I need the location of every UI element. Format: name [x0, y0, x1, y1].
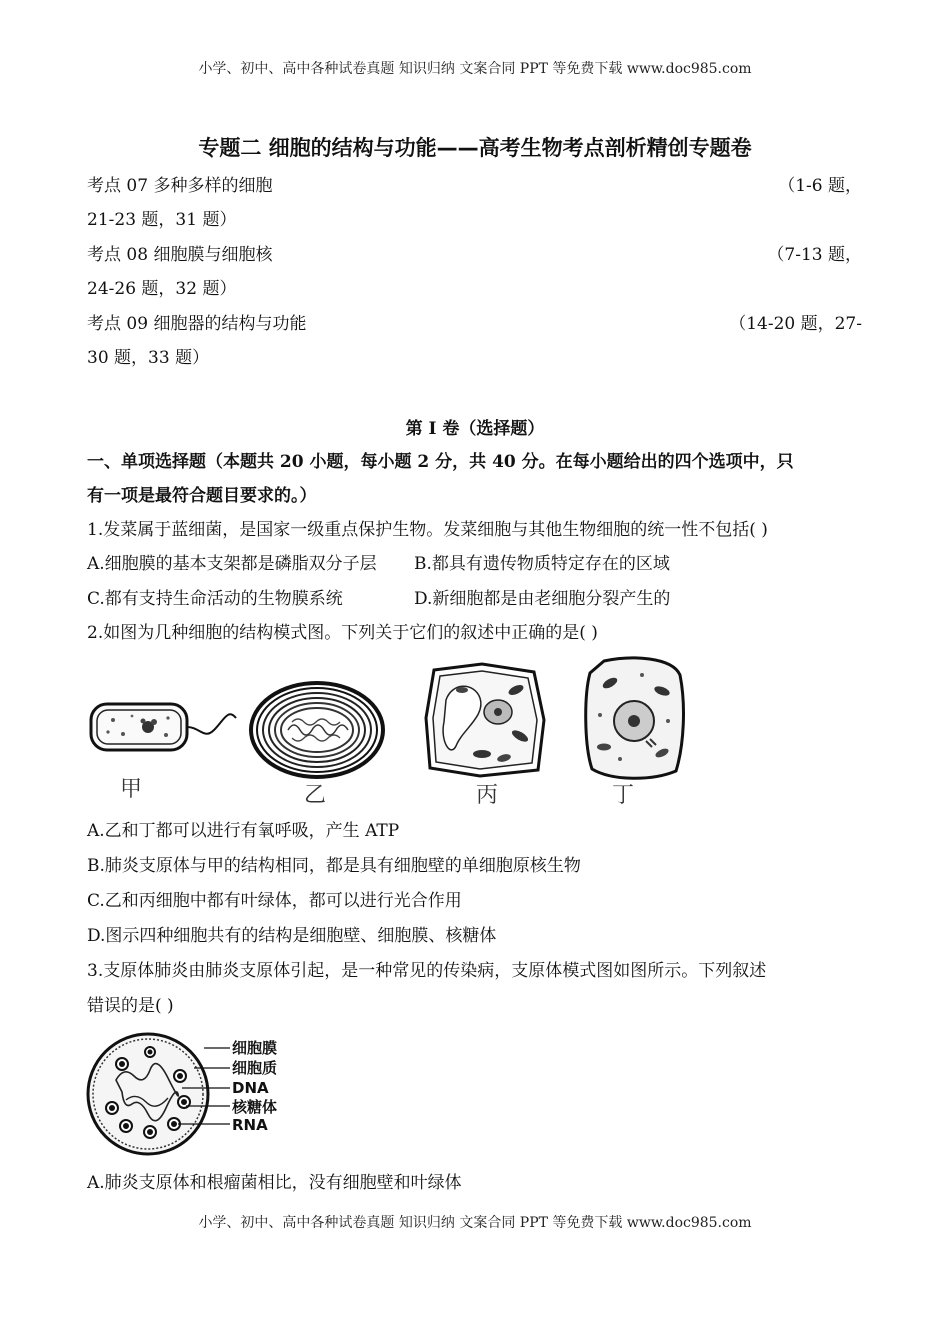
q1-option-c: C.都有支持生命活动的生物膜系统 — [87, 589, 343, 609]
instructions-line2: 有一项是最符合题目要求的。） — [87, 486, 317, 506]
q1-option-d: D.新细胞都是由老细胞分裂产生的 — [414, 589, 671, 609]
q1-option-b: B.都具有遗传物质特定存在的区域 — [414, 554, 670, 574]
q2-option-c: C.乙和丙细胞中都有叶绿体，都可以进行光合作用 — [87, 891, 462, 911]
q2-option-d: D.图示四种细胞共有的结构是细胞壁、细胞膜、核糖体 — [87, 926, 497, 946]
cell-jia-caption: 甲 — [120, 777, 143, 802]
kaodian-09-label: 考点 09 细胞器的结构与功能 — [87, 314, 307, 334]
q2-stem: 2.如图为几种细胞的结构模式图。下列关于它们的叙述中正确的是( ) — [87, 623, 598, 643]
kaodian-07-range-b: 21-23 题，31 题） — [87, 210, 237, 230]
q1-stem: 1.发菜属于蓝细菌，是国家一级重点保护生物。发菜细胞与其他生物细胞的统一性不包括( ) — [87, 520, 768, 540]
q3-option-a: A.肺炎支原体和根瘤菌相比，没有细胞壁和叶绿体 — [87, 1173, 462, 1193]
cell-yi-caption: 乙 — [304, 783, 327, 808]
kaodian-09-range-a: （14-20 题，27- — [729, 314, 862, 334]
kaodian-07-range-a: （1-6 题， — [778, 176, 862, 196]
page-footer: 小学、初中、高中各种试卷真题 知识归纳 文案合同 PPT 等免费下载 www.doc985.com — [198, 1215, 752, 1231]
q2-option-b: B.肺炎支原体与甲的结构相同，都是具有细胞壁的单细胞原核生物 — [87, 856, 581, 876]
cell-ding-figure — [582, 655, 686, 783]
section-title: 第 I 卷（选择题） — [405, 419, 545, 439]
kaodian-08-range-b: 24-26 题，32 题） — [87, 279, 237, 299]
q2-option-a: A.乙和丁都可以进行有氧呼吸，产生 ATP — [87, 821, 400, 841]
q1-option-a: A.细胞膜的基本支架都是磷脂双分子层 — [87, 554, 377, 574]
cell-jia-figure — [88, 690, 240, 760]
cell-bing-figure — [422, 660, 550, 780]
label-ribosome: 核糖体 — [232, 1098, 278, 1116]
label-cytoplasm: 细胞质 — [232, 1059, 278, 1077]
cell-yi-figure — [248, 680, 386, 780]
q3-stem-line2: 错误的是( ) — [87, 996, 174, 1016]
kaodian-09-range-b: 30 题，33 题） — [87, 348, 210, 368]
cell-bing-caption: 丙 — [476, 783, 499, 808]
label-rna: RNA — [232, 1116, 268, 1134]
instructions-line1: 一、单项选择题（本题共 20 小题，每小题 2 分，共 40 分。在每小题给出的四个选项中，只 — [87, 452, 794, 472]
cell-ding-caption: 丁 — [612, 783, 635, 808]
label-dna: DNA — [232, 1079, 269, 1097]
mycoplasma-figure — [86, 1030, 296, 1160]
kaodian-07-label: 考点 07 多种多样的细胞 — [87, 176, 273, 196]
label-cell-membrane: 细胞膜 — [232, 1039, 278, 1057]
q3-stem-line1: 3.支原体肺炎由肺炎支原体引起，是一种常见的传染病，支原体模式图如图所示。下列叙述 — [87, 961, 767, 981]
page-title: 专题二 细胞的结构与功能——高考生物考点剖析精创专题卷 — [198, 136, 752, 160]
page-header: 小学、初中、高中各种试卷真题 知识归纳 文案合同 PPT 等免费下载 www.doc985.com — [198, 61, 752, 77]
kaodian-08-label: 考点 08 细胞膜与细胞核 — [87, 245, 273, 265]
kaodian-08-range-a: （7-13 题， — [767, 245, 862, 265]
